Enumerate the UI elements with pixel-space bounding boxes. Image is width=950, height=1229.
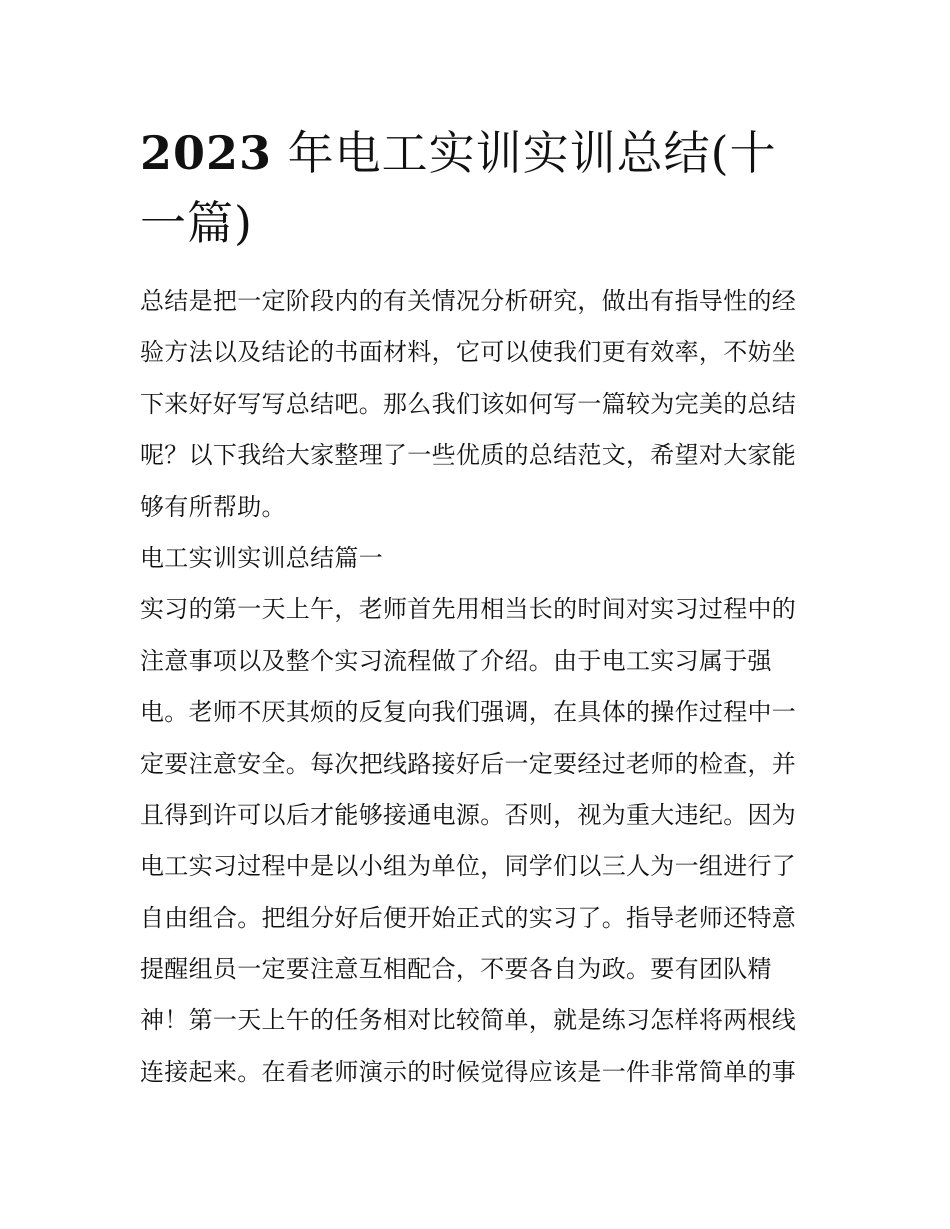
- title-line-2: [140, 188, 820, 258]
- body-line: 验方法以及结论的书面材料，它可以使我们更有效率，不妨坐: [140, 338, 797, 367]
- document-title: [140, 118, 820, 258]
- body-line: 电。老师不厌其烦的反复向我们强调，在具体的操作过程中一: [140, 698, 797, 727]
- body-line: 自由组合。把组分好后便开始正式的实习了。指导老师还特意: [140, 903, 797, 932]
- body-line: 总结是把一定阶段内的有关情况分析研究，做出有指导性的经: [140, 287, 797, 315]
- body-line: 神！第一天上午的任务相对比较简单，就是练习怎样将两根线: [140, 1006, 797, 1035]
- body-line: 实习的第一天上午，老师首先用相当长的时间对实习过程中的: [140, 595, 797, 624]
- body-line: 提醒组员一定要注意互相配合，不要各自为政。要有团队精: [140, 955, 772, 984]
- title-year: 2023: [140, 126, 273, 180]
- document-body: [140, 281, 820, 1103]
- body-line: 定要注意安全。每次把线路接好后一定要经过老师的检查，并: [140, 749, 797, 778]
- title-text: 年电工实训实训总结(十: [272, 126, 777, 180]
- section-heading: 电工实训实训总结篇一: [140, 543, 383, 572]
- body-line: 且得到许可以后才能够接通电源。否则，视为重大违纪。因为: [140, 800, 797, 829]
- body-line: 下来好好写写总结吧。那么我们该如何写一篇较为完美的总结: [140, 389, 797, 418]
- title-text: 一篇): [140, 196, 253, 250]
- body-line: 够有所帮助。: [140, 492, 286, 521]
- body-line: 连接起来。在看老师演示的时候觉得应该是一件非常简单的事: [140, 1057, 797, 1086]
- body-line: 注意事项以及整个实习流程做了介绍。由于电工实习属于强: [140, 646, 772, 675]
- body-line: 呢？以下我给大家整理了一些优质的总结范文，希望对大家能: [140, 441, 797, 470]
- body-line: 电工实习过程中是以小组为单位，同学们以三人为一组进行了: [140, 852, 797, 881]
- title-line-1: [140, 118, 820, 188]
